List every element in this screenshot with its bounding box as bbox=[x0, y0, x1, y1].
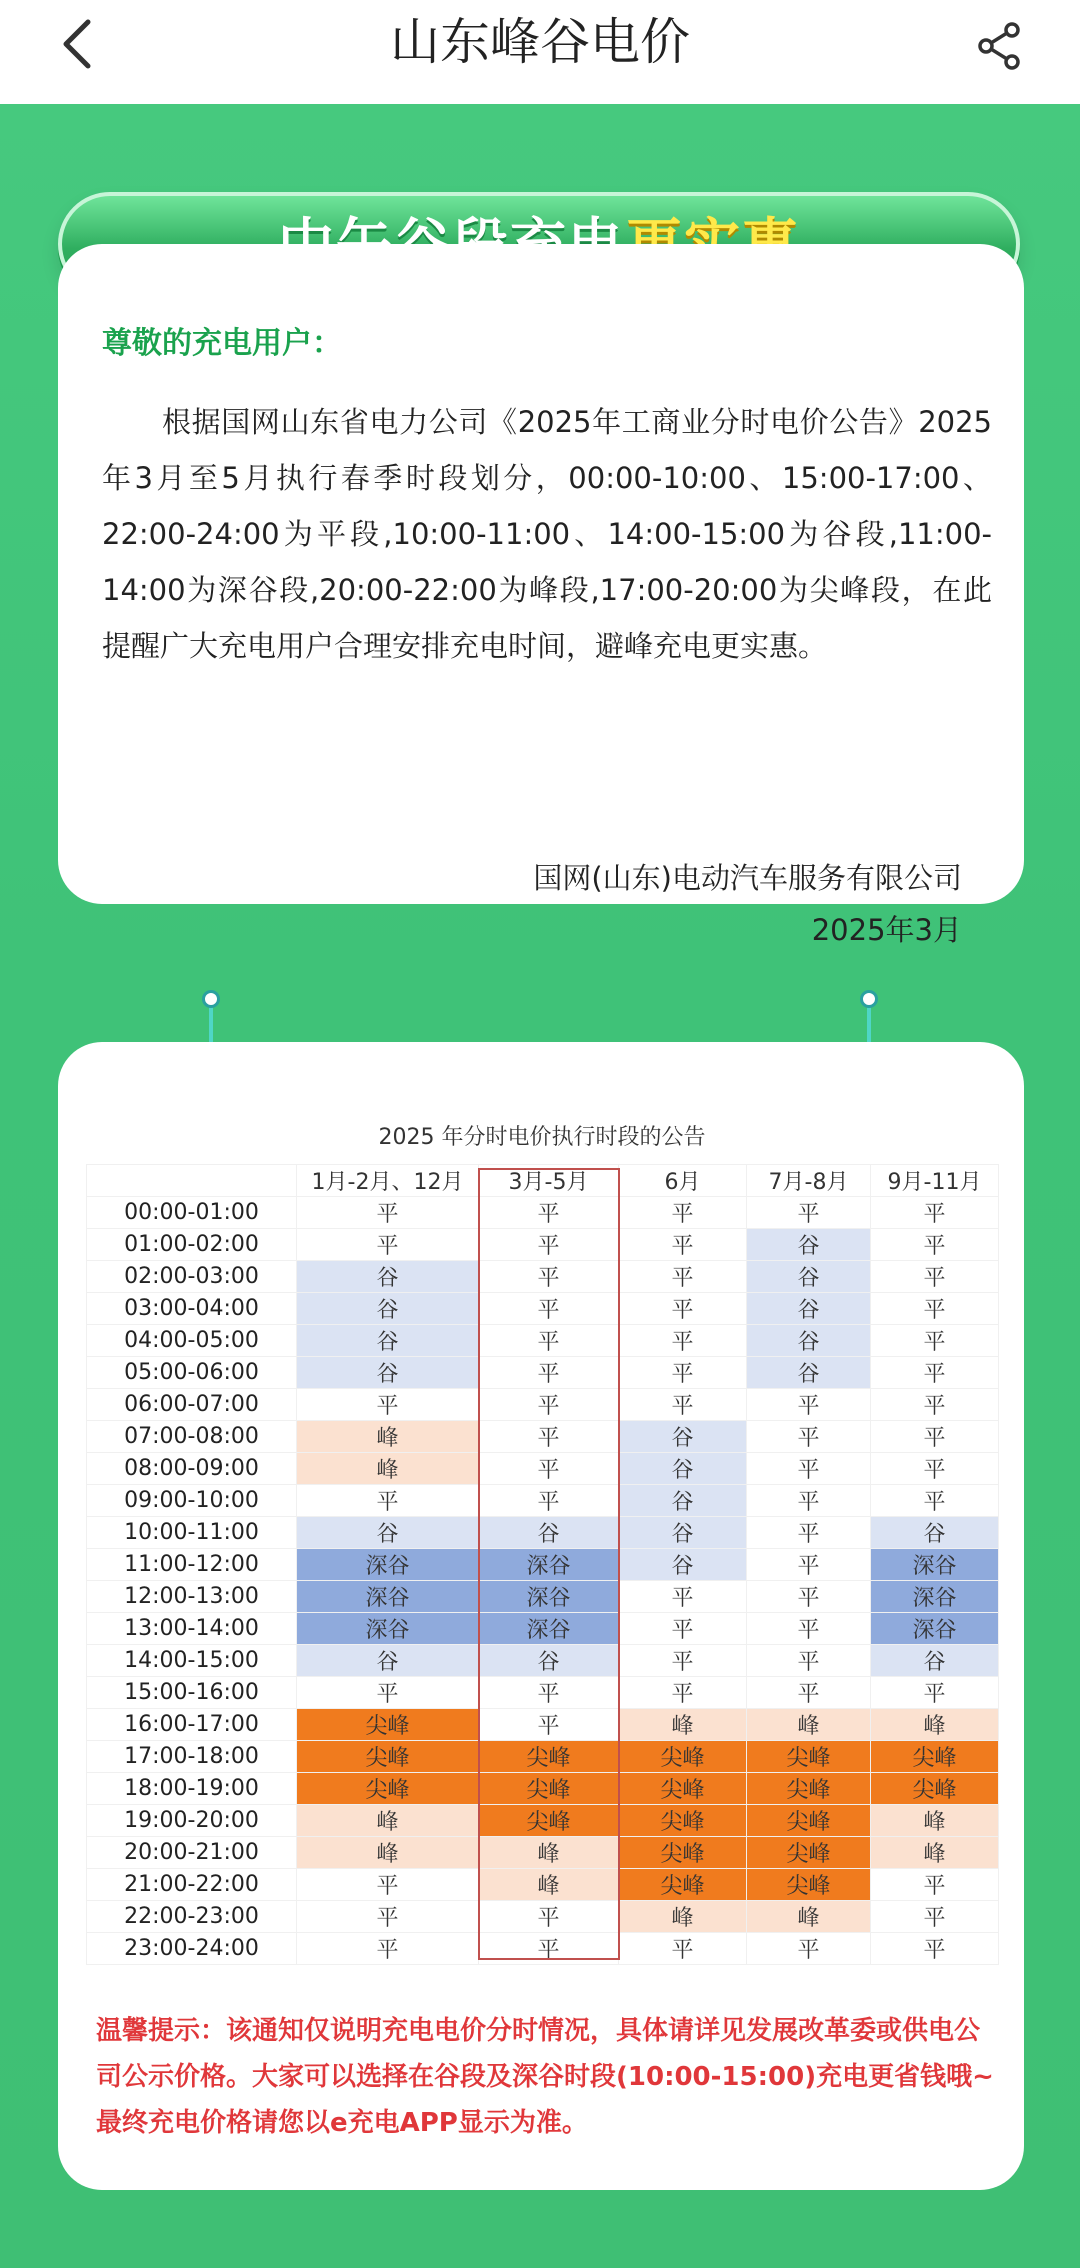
tariff-cell: 尖峰 bbox=[619, 1869, 747, 1901]
tariff-cell: 平 bbox=[619, 1357, 747, 1389]
tariff-cell: 谷 bbox=[747, 1293, 871, 1325]
time-slot-cell: 20:00-21:00 bbox=[87, 1837, 297, 1869]
tariff-cell: 平 bbox=[871, 1933, 999, 1965]
table-row bbox=[87, 1613, 999, 1645]
tariff-cell: 平 bbox=[297, 1869, 479, 1901]
tariff-cell: 尖峰 bbox=[619, 1837, 747, 1869]
tariff-cell: 平 bbox=[479, 1357, 619, 1389]
tariff-cell: 平 bbox=[297, 1229, 479, 1261]
tariff-cell: 平 bbox=[619, 1613, 747, 1645]
tariff-cell: 深谷 bbox=[871, 1549, 999, 1581]
table-row bbox=[87, 1677, 999, 1709]
table-row bbox=[87, 1869, 999, 1901]
tariff-cell: 尖峰 bbox=[297, 1709, 479, 1741]
tariff-cell: 平 bbox=[479, 1229, 619, 1261]
tariff-cell: 峰 bbox=[479, 1869, 619, 1901]
tariff-cell: 平 bbox=[747, 1933, 871, 1965]
tariff-cell: 谷 bbox=[619, 1453, 747, 1485]
tariff-cell: 平 bbox=[871, 1485, 999, 1517]
tariff-cell: 谷 bbox=[297, 1261, 479, 1293]
tariff-cell: 平 bbox=[297, 1677, 479, 1709]
top-bar bbox=[0, 0, 1080, 104]
time-slot-cell: 07:00-08:00 bbox=[87, 1421, 297, 1453]
table-row bbox=[87, 1389, 999, 1421]
tariff-cell: 平 bbox=[871, 1229, 999, 1261]
table-row bbox=[87, 1805, 999, 1837]
table-row bbox=[87, 1645, 999, 1677]
tariff-cell: 谷 bbox=[479, 1645, 619, 1677]
schedule-table bbox=[86, 1164, 999, 1965]
tariff-cell: 平 bbox=[297, 1933, 479, 1965]
tariff-cell: 平 bbox=[747, 1421, 871, 1453]
time-slot-cell: 11:00-12:00 bbox=[87, 1549, 297, 1581]
page-title: 山东峰谷电价 bbox=[390, 13, 690, 71]
tariff-cell: 谷 bbox=[479, 1517, 619, 1549]
tariff-cell: 平 bbox=[619, 1325, 747, 1357]
tariff-cell: 平 bbox=[747, 1581, 871, 1613]
tariff-cell: 谷 bbox=[747, 1229, 871, 1261]
connector-pin-left-top bbox=[202, 990, 220, 1008]
table-row bbox=[87, 1933, 999, 1965]
tariff-cell: 尖峰 bbox=[747, 1741, 871, 1773]
share-icon bbox=[972, 18, 1028, 74]
tariff-cell: 谷 bbox=[747, 1357, 871, 1389]
tariff-cell: 平 bbox=[747, 1197, 871, 1229]
tariff-cell: 平 bbox=[871, 1869, 999, 1901]
tariff-cell: 峰 bbox=[619, 1709, 747, 1741]
tariff-cell: 峰 bbox=[747, 1901, 871, 1933]
table-row bbox=[87, 1421, 999, 1453]
tariff-cell: 谷 bbox=[747, 1261, 871, 1293]
time-slot-cell: 00:00-01:00 bbox=[87, 1197, 297, 1229]
tariff-cell: 平 bbox=[619, 1261, 747, 1293]
time-slot-cell: 12:00-13:00 bbox=[87, 1581, 297, 1613]
time-slot-cell: 14:00-15:00 bbox=[87, 1645, 297, 1677]
tariff-cell: 峰 bbox=[479, 1837, 619, 1869]
tariff-cell: 平 bbox=[619, 1293, 747, 1325]
table-row bbox=[87, 1485, 999, 1517]
column-header: 1月-2月、12月 bbox=[297, 1165, 479, 1197]
table-row bbox=[87, 1901, 999, 1933]
time-slot-cell: 10:00-11:00 bbox=[87, 1517, 297, 1549]
tariff-cell: 深谷 bbox=[297, 1581, 479, 1613]
tariff-cell: 深谷 bbox=[871, 1613, 999, 1645]
tariff-cell: 平 bbox=[619, 1197, 747, 1229]
time-slot-cell: 21:00-22:00 bbox=[87, 1869, 297, 1901]
table-row bbox=[87, 1357, 999, 1389]
tariff-cell: 尖峰 bbox=[479, 1805, 619, 1837]
notice-card bbox=[58, 244, 1024, 947]
tariff-cell: 深谷 bbox=[479, 1581, 619, 1613]
column-header bbox=[87, 1165, 297, 1197]
time-slot-cell: 13:00-14:00 bbox=[87, 1613, 297, 1645]
time-slot-cell: 16:00-17:00 bbox=[87, 1709, 297, 1741]
tariff-cell: 尖峰 bbox=[297, 1741, 479, 1773]
notice-paragraph: 根据国网山东省电力公司《2025年工商业分时电价公告》2025年3月至5月执行春季时段划分，00:00-10:00、15:00-17:00、22:00-24:00为平段,10:00-11:00、14:00-15:00为谷段,11:00-14:00为深谷段,20:00-22:00为峰段,17:00-20:00为尖峰段，在此提醒广大充电用户合理安排充电时间，避峰充电更实惠。 bbox=[102, 405, 992, 663]
column-header: 6月 bbox=[619, 1165, 747, 1197]
tariff-cell: 尖峰 bbox=[619, 1805, 747, 1837]
tariff-cell: 尖峰 bbox=[619, 1773, 747, 1805]
tariff-cell: 谷 bbox=[871, 1645, 999, 1677]
tariff-cell: 平 bbox=[297, 1197, 479, 1229]
time-slot-cell: 06:00-07:00 bbox=[87, 1389, 297, 1421]
column-header: 9月-11月 bbox=[871, 1165, 999, 1197]
tariff-cell: 尖峰 bbox=[747, 1805, 871, 1837]
tariff-cell: 平 bbox=[747, 1485, 871, 1517]
time-slot-cell: 03:00-04:00 bbox=[87, 1293, 297, 1325]
tip-text: 温馨提示：该通知仅说明充电电价分时情况，具体请详见发展改革委或供电公司公示价格。大家可以选择在谷段及深谷时段(10:00-15:00)充电更省钱哦~最终充电价格请您以e充电APP显示为准。 bbox=[96, 2016, 994, 2138]
tariff-cell: 谷 bbox=[619, 1517, 747, 1549]
tariff-cell: 平 bbox=[871, 1453, 999, 1485]
tariff-cell: 平 bbox=[747, 1549, 871, 1581]
tariff-cell: 谷 bbox=[871, 1517, 999, 1549]
tariff-cell: 尖峰 bbox=[747, 1837, 871, 1869]
time-slot-cell: 17:00-18:00 bbox=[87, 1741, 297, 1773]
table-title: 2025 年分时电价执行时段的公告 bbox=[378, 1125, 706, 1150]
notice-signature: 国网(山东)电动汽车服务有限公司 bbox=[533, 861, 962, 895]
tariff-cell: 深谷 bbox=[297, 1549, 479, 1581]
table-header-row bbox=[87, 1165, 999, 1197]
tariff-cell: 峰 bbox=[297, 1837, 479, 1869]
tariff-cell: 平 bbox=[619, 1581, 747, 1613]
tariff-cell: 平 bbox=[871, 1357, 999, 1389]
tariff-cell: 谷 bbox=[297, 1293, 479, 1325]
tariff-cell: 平 bbox=[871, 1421, 999, 1453]
table-row bbox=[87, 1517, 999, 1549]
tariff-cell: 平 bbox=[747, 1517, 871, 1549]
tariff-cell: 谷 bbox=[619, 1549, 747, 1581]
tariff-cell: 平 bbox=[619, 1645, 747, 1677]
tariff-cell: 尖峰 bbox=[479, 1773, 619, 1805]
tariff-cell: 尖峰 bbox=[747, 1773, 871, 1805]
table-row bbox=[87, 1741, 999, 1773]
tariff-cell: 平 bbox=[619, 1933, 747, 1965]
tariff-cell: 尖峰 bbox=[619, 1741, 747, 1773]
tariff-cell: 平 bbox=[619, 1677, 747, 1709]
tariff-cell: 平 bbox=[747, 1389, 871, 1421]
schedule-table-wrap bbox=[86, 1112, 998, 1965]
tariff-cell: 平 bbox=[479, 1325, 619, 1357]
time-slot-cell: 15:00-16:00 bbox=[87, 1677, 297, 1709]
tariff-cell: 峰 bbox=[297, 1421, 479, 1453]
tariff-cell: 平 bbox=[297, 1485, 479, 1517]
time-slot-cell: 22:00-23:00 bbox=[87, 1901, 297, 1933]
tariff-cell: 谷 bbox=[297, 1357, 479, 1389]
time-slot-cell: 04:00-05:00 bbox=[87, 1325, 297, 1357]
share-button[interactable] bbox=[972, 18, 1028, 74]
tariff-cell: 峰 bbox=[871, 1837, 999, 1869]
notice-date: 2025年3月 bbox=[811, 913, 962, 947]
tariff-cell: 谷 bbox=[747, 1325, 871, 1357]
tariff-cell: 峰 bbox=[871, 1805, 999, 1837]
tariff-cell: 平 bbox=[479, 1293, 619, 1325]
tariff-cell: 平 bbox=[479, 1709, 619, 1741]
tariff-cell: 平 bbox=[871, 1261, 999, 1293]
tariff-cell: 平 bbox=[871, 1901, 999, 1933]
column-header: 3月-5月 bbox=[479, 1165, 619, 1197]
table-row bbox=[87, 1261, 999, 1293]
tariff-cell: 尖峰 bbox=[871, 1741, 999, 1773]
time-slot-cell: 01:00-02:00 bbox=[87, 1229, 297, 1261]
tariff-cell: 平 bbox=[479, 1453, 619, 1485]
tariff-cell: 尖峰 bbox=[747, 1869, 871, 1901]
tariff-cell: 平 bbox=[479, 1261, 619, 1293]
time-slot-cell: 05:00-06:00 bbox=[87, 1357, 297, 1389]
table-row bbox=[87, 1325, 999, 1357]
table-row bbox=[87, 1549, 999, 1581]
time-slot-cell: 09:00-10:00 bbox=[87, 1485, 297, 1517]
tariff-cell: 平 bbox=[747, 1645, 871, 1677]
tariff-cell: 平 bbox=[747, 1677, 871, 1709]
table-row bbox=[87, 1837, 999, 1869]
table-row bbox=[87, 1229, 999, 1261]
table-row bbox=[87, 1773, 999, 1805]
column-header: 7月-8月 bbox=[747, 1165, 871, 1197]
tariff-cell: 峰 bbox=[871, 1709, 999, 1741]
tariff-cell: 平 bbox=[479, 1677, 619, 1709]
tariff-cell: 平 bbox=[871, 1677, 999, 1709]
tariff-cell: 平 bbox=[871, 1293, 999, 1325]
tariff-cell: 谷 bbox=[297, 1645, 479, 1677]
tariff-cell: 平 bbox=[479, 1421, 619, 1453]
table-row bbox=[87, 1581, 999, 1613]
table-row bbox=[87, 1293, 999, 1325]
tariff-cell: 平 bbox=[479, 1197, 619, 1229]
tariff-cell: 平 bbox=[619, 1229, 747, 1261]
tariff-cell: 谷 bbox=[297, 1325, 479, 1357]
tariff-cell: 深谷 bbox=[297, 1613, 479, 1645]
time-slot-cell: 02:00-03:00 bbox=[87, 1261, 297, 1293]
tariff-cell: 平 bbox=[747, 1613, 871, 1645]
tariff-cell: 谷 bbox=[297, 1517, 479, 1549]
tariff-cell: 平 bbox=[871, 1197, 999, 1229]
tariff-cell: 平 bbox=[479, 1933, 619, 1965]
table-row bbox=[87, 1453, 999, 1485]
tariff-cell: 平 bbox=[871, 1389, 999, 1421]
tariff-cell: 尖峰 bbox=[297, 1773, 479, 1805]
tariff-cell: 平 bbox=[479, 1389, 619, 1421]
time-slot-cell: 23:00-24:00 bbox=[87, 1933, 297, 1965]
tariff-cell: 平 bbox=[871, 1325, 999, 1357]
tariff-cell: 峰 bbox=[747, 1709, 871, 1741]
tariff-cell: 深谷 bbox=[479, 1549, 619, 1581]
tariff-cell: 平 bbox=[479, 1485, 619, 1517]
tariff-cell: 峰 bbox=[619, 1901, 747, 1933]
greeting: 尊敬的充电用户： bbox=[102, 326, 342, 361]
tariff-cell: 深谷 bbox=[479, 1613, 619, 1645]
table-body bbox=[87, 1197, 999, 1965]
tariff-cell: 平 bbox=[297, 1901, 479, 1933]
tariff-cell: 平 bbox=[297, 1389, 479, 1421]
tariff-cell: 平 bbox=[479, 1901, 619, 1933]
table-row bbox=[87, 1197, 999, 1229]
time-slot-cell: 18:00-19:00 bbox=[87, 1773, 297, 1805]
tariff-cell: 平 bbox=[747, 1453, 871, 1485]
tariff-cell: 峰 bbox=[297, 1453, 479, 1485]
tariff-cell: 峰 bbox=[297, 1805, 479, 1837]
tariff-cell: 尖峰 bbox=[479, 1741, 619, 1773]
tariff-cell: 尖峰 bbox=[871, 1773, 999, 1805]
tariff-cell: 谷 bbox=[619, 1421, 747, 1453]
connector-pin-right-top bbox=[860, 990, 878, 1008]
tariff-cell: 平 bbox=[619, 1389, 747, 1421]
time-slot-cell: 08:00-09:00 bbox=[87, 1453, 297, 1485]
table-row bbox=[87, 1709, 999, 1741]
tariff-cell: 深谷 bbox=[871, 1581, 999, 1613]
time-slot-cell: 19:00-20:00 bbox=[87, 1805, 297, 1837]
tariff-cell: 谷 bbox=[619, 1485, 747, 1517]
